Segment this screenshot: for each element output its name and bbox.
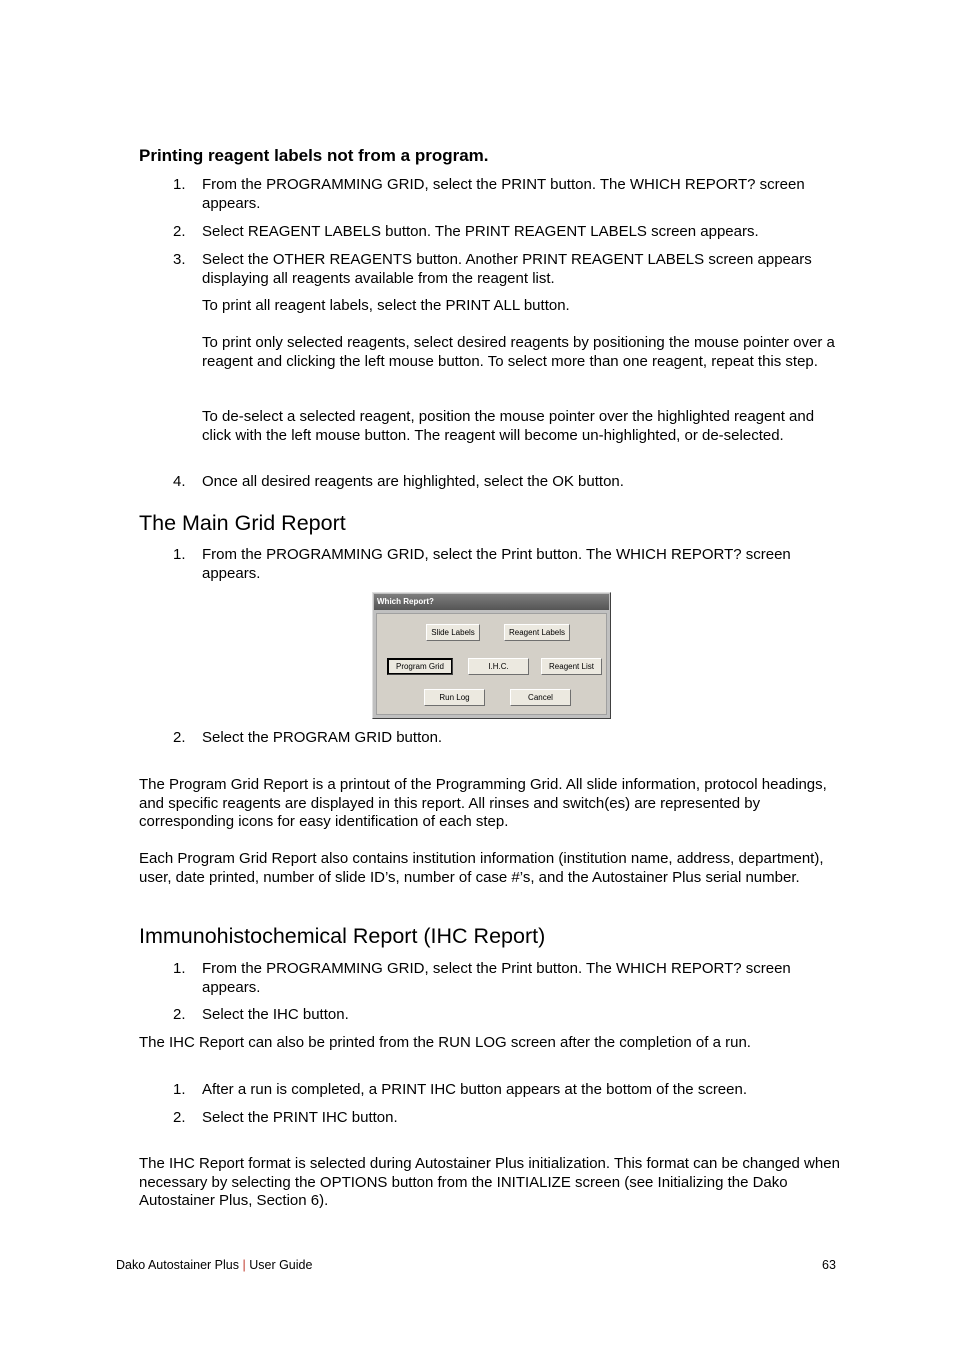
list-number: 2. [173, 729, 186, 746]
list-number: 1. [173, 176, 186, 193]
section-heading-printing-reagent-labels: Printing reagent labels not from a program. [139, 146, 489, 165]
list-number: 3. [173, 251, 186, 268]
paragraph: The IHC Report format is selected during Autostainer Plus initialization. This format can be changed when necessary by selecting the OPTIONS button from the INITIALIZE screen (see Initializing the Dako Autostainer Plus, Section 6). [139, 1155, 840, 1209]
list-number: 2. [173, 223, 186, 240]
step-note: To print all reagent labels, select the PRINT ALL button. [202, 297, 570, 314]
list-item: Select the IHC button. [202, 1006, 349, 1023]
reagent-list-button[interactable]: Reagent List [541, 658, 602, 675]
paragraph: Each Program Grid Report also contains institution information (institution name, address, department), user, date printed, number of slide ID’s, number of case #’s, and the Autostainer Plus serial number. [139, 850, 824, 886]
list-item: From the PROGRAMMING GRID, select the Print button. The WHICH REPORT? screen appears. [202, 546, 791, 582]
list-item: Select the OTHER REAGENTS button. Another PRINT REAGENT LABELS screen appears displaying all reagents available from the reagent list. [202, 251, 812, 287]
page-footer-left [116, 1258, 312, 1273]
cancel-button[interactable]: Cancel [510, 689, 571, 706]
section-heading-ihc-report: Immunohistochemical Report (IHC Report) [139, 924, 546, 948]
which-report-dialog [372, 592, 611, 719]
list-item: From the PROGRAMMING GRID, select the Print button. The WHICH REPORT? screen appears. [202, 960, 791, 996]
program-grid-button[interactable]: Program Grid [387, 658, 453, 675]
list-item: Select the PRINT IHC button. [202, 1109, 398, 1126]
section-heading-main-grid-report: The Main Grid Report [139, 511, 346, 535]
dialog-body [376, 613, 607, 715]
ihc-button[interactable]: I.H.C. [468, 658, 529, 675]
step-note: To de-select a selected reagent, position the mouse pointer over the highlighted reagent and click with the left mouse button. The reagent will become un-highlighted, or de-selected. [202, 408, 815, 444]
list-number: 1. [173, 960, 186, 977]
list-item: Select REAGENT LABELS button. The PRINT REAGENT LABELS screen appears. [202, 223, 759, 240]
footer-product: Dako Autostainer Plus [116, 1258, 239, 1272]
dialog-title-bar: Which Report? [374, 594, 609, 610]
list-number: 1. [173, 546, 186, 563]
run-log-button[interactable]: Run Log [424, 689, 485, 706]
footer-guide: User Guide [249, 1258, 313, 1272]
paragraph: The IHC Report can also be printed from the RUN LOG screen after the completion of a run. [139, 1034, 751, 1051]
list-number: 2. [173, 1006, 186, 1023]
step-note: To print only selected reagents, select desired reagents by positioning the mouse pointer over a reagent and clicking the left mouse button. To select more than one reagent, repeat this step. [202, 334, 835, 370]
list-item: Once all desired reagents are highlighted, select the OK button. [202, 473, 624, 490]
page-number: 63 [822, 1258, 836, 1272]
list-number: 4. [173, 473, 186, 490]
list-number: 2. [173, 1109, 186, 1126]
footer-separator: | [242, 1258, 246, 1272]
list-item: Select the PROGRAM GRID button. [202, 729, 443, 746]
paragraph: The Program Grid Report is a printout of the Programming Grid. All slide information, protocol headings, and specific reagents are displayed in this report. All rinses and switch(es) are represented by corresponding icons for easy identification of each step. [139, 776, 827, 830]
list-number: 1. [173, 1081, 186, 1098]
slide-labels-button[interactable]: Slide Labels [426, 624, 480, 641]
list-item: From the PROGRAMMING GRID, select the PRINT button. The WHICH REPORT? screen appears. [202, 176, 805, 212]
reagent-labels-button[interactable]: Reagent Labels [504, 624, 570, 641]
list-item: After a run is completed, a PRINT IHC button appears at the bottom of the screen. [202, 1081, 748, 1098]
